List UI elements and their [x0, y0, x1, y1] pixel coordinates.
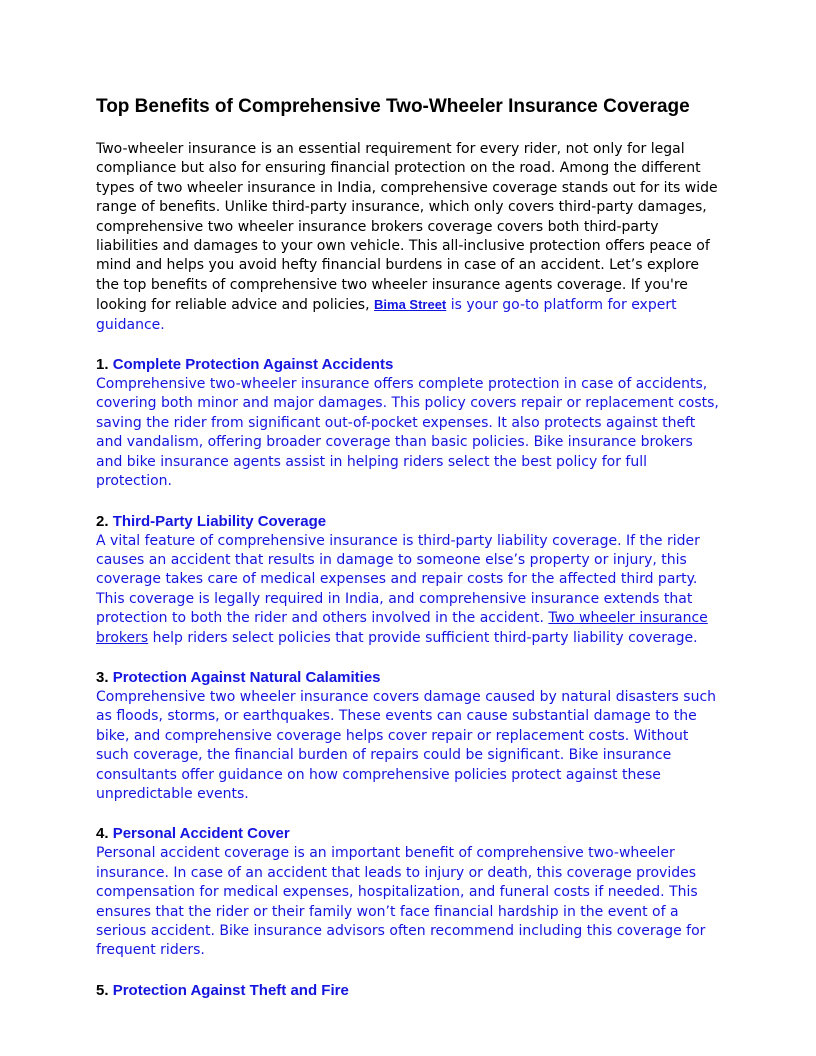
section-third-party [96, 512, 720, 648]
bima-street-link[interactable]: Bima Street [374, 297, 447, 313]
section-title: Protection Against Natural Calamities [112, 668, 381, 686]
section-body-text: A vital feature of comprehensive insurance is third-party liability coverage. If the rider causes an accident that results in damage to someone else’s property or injury, this coverage takes care of medical expenses and repair costs for the affected third party. This coverage is legally required in India, and comprehensive insurance extends that protection to both the rider and others involved in the accident. [96, 532, 700, 627]
section-heading [96, 355, 720, 375]
section-title: Third-Party Liability Coverage [112, 512, 327, 530]
section-body: Comprehensive two wheeler insurance covers damage caused by natural disasters such as floods, storms, or earthquakes. These events can cause substantial damage to the bike, and comprehensive coverage helps cover repair or replacement costs. Without such coverage, the financial burden of repairs could be significant. Bike insurance consultants offer guidance on how comprehensive policies protect against these unpredictable events. [96, 688, 717, 802]
section-number: 4. [96, 825, 109, 843]
section-heading [96, 512, 720, 532]
section-heading [96, 981, 720, 1001]
section-body-text: help riders select policies that provide sufficient third-party liability coverage. [152, 629, 698, 646]
intro-tail: is your go-to platform for expert guidance. [96, 297, 677, 333]
two-wheeler-brokers-link[interactable]: Two wheeler insurance brokers [96, 610, 708, 646]
page-title: Top Benefits of Comprehensive Two-Wheeler Insurance Coverage [96, 96, 690, 117]
intro-text: Two-wheeler insurance is an essential requirement for every rider, not only for legal compliance but also for ensuring financial protection on the road. Among the different types of two wheeler insurance in India, comprehensive coverage stands out for its wide range of benefits. Unlike third-party insurance, which only covers third-party damages, comprehensive two wheeler insurance brokers coverage covers both third-party liabilities and damages to your own vehicle. This all-inclusive protection offers peace of mind and helps you avoid hefty financial burdens in case of an accident. Let’s explore the top benefits of comprehensive two wheeler insurance agents coverage. If you're looking for reliable advice and policies, [96, 141, 718, 314]
section-title: Personal Accident Cover [112, 825, 290, 843]
section-theft-fire [96, 981, 720, 1001]
section-number: 1. [96, 356, 109, 374]
section-accidents [96, 355, 720, 491]
section-body [96, 532, 720, 648]
section-title: Complete Protection Against Accidents [112, 356, 394, 374]
intro-paragraph [96, 140, 720, 335]
section-natural-calamities [96, 668, 720, 804]
section-number: 5. [96, 981, 109, 999]
document-page [96, 94, 720, 1021]
section-heading [96, 668, 720, 688]
section-body: Personal accident coverage is an important benefit of comprehensive two-wheeler insurance. In case of an accident that leads to injury or death, this coverage provides compensation for medical expenses, hospitalization, and funeral costs if needed. This ensures that the rider or their family won’t face financial hardship in the event of a serious accident. Bike insurance advisors often recommend including this coverage for frequent riders. [96, 845, 706, 959]
section-title: Protection Against Theft and Fire [112, 981, 349, 999]
section-heading [96, 824, 720, 844]
section-body: Comprehensive two-wheeler insurance offers complete protection in case of accidents, covering both minor and major damages. This policy covers repair or replacement costs, saving the rider from significant out-of-pocket expenses. It also protects against theft and vandalism, offering broader coverage than basic policies. Bike insurance brokers and bike insurance agents assist in helping riders select the best policy for full protection. [96, 376, 719, 490]
section-personal-accident [96, 824, 720, 960]
section-number: 3. [96, 668, 109, 686]
section-number: 2. [96, 512, 109, 530]
